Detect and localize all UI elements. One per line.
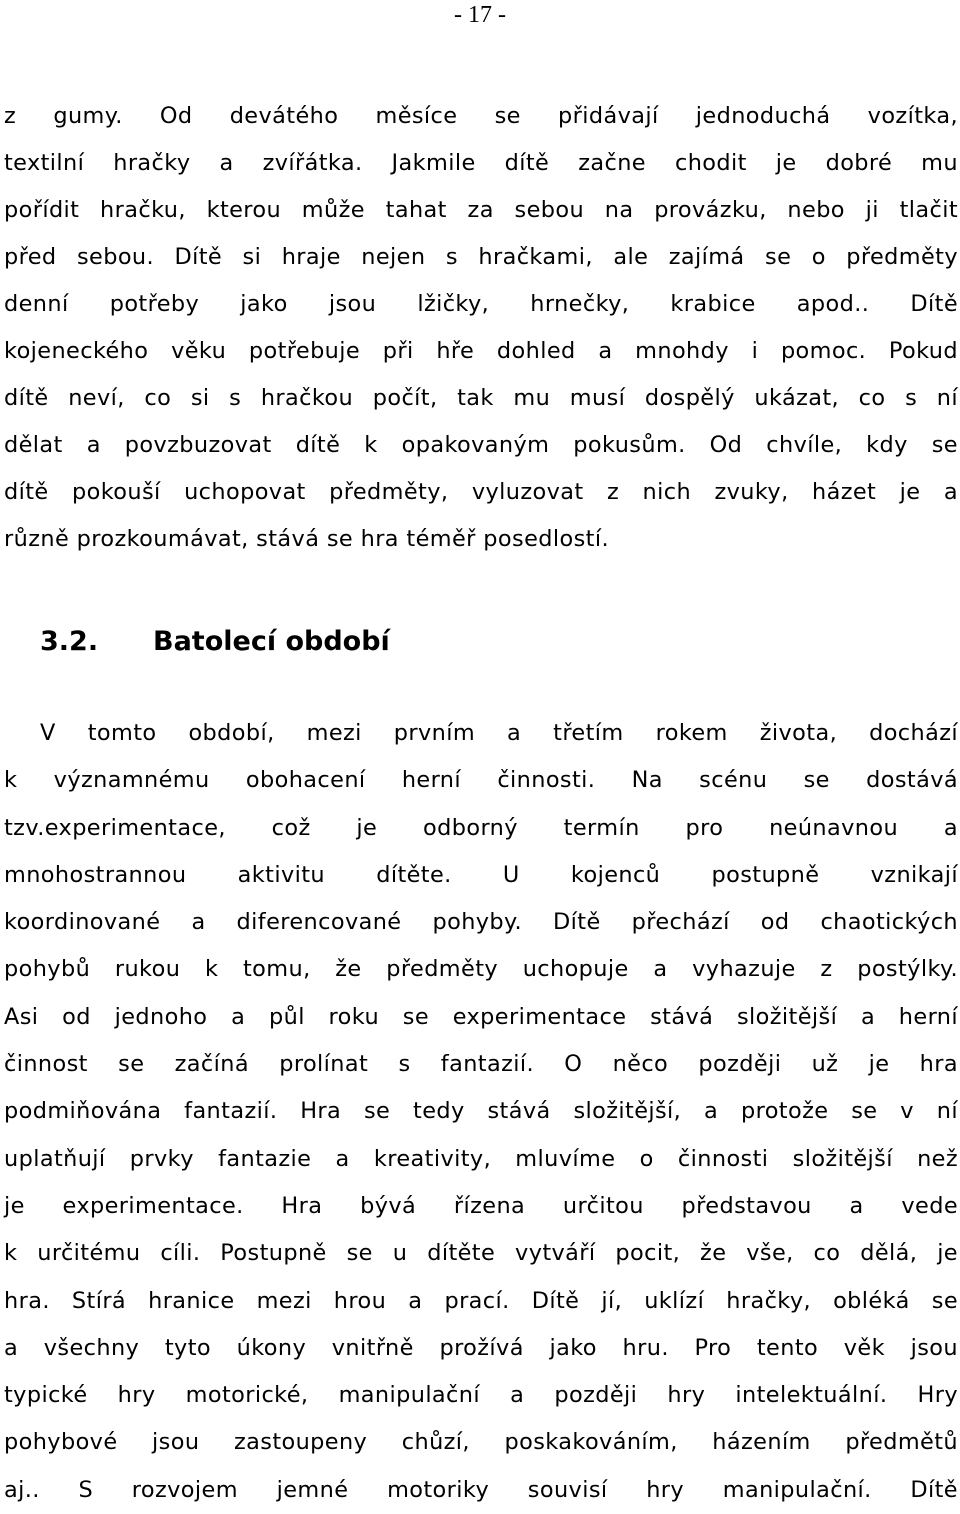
text-line: textilní hračky a zvířátka. Jakmile dítě začne chodit je dobré mu — [4, 150, 958, 176]
text-line: typické hry motorické, manipulační a později hry intelektuální. Hry — [4, 1382, 958, 1409]
text-line: různě prozkoumávat, stává se hra téměř posedlostí. — [4, 526, 609, 552]
text-line: z gumy. Od devátého měsíce se přidávají jednoduchá vozítka, — [4, 103, 958, 129]
text-line: je experimentace. Hra bývá řízena určitou představou a vede — [4, 1192, 958, 1219]
paragraph-intro — [4, 93, 958, 563]
text-line: a všechny tyto úkony vnitřně prožívá jako hru. Pro tento věk jsou — [4, 1334, 958, 1361]
paragraph-toddler — [4, 710, 958, 1514]
text-line: Asi od jednoho a půl roku se experimentace stává složitější a herní — [4, 1003, 958, 1030]
section-heading — [40, 620, 390, 664]
text-line: dítě pokouší uchopovat předměty, vyluzovat z nich zvuky, házet je a — [4, 479, 958, 505]
text-line: dítě neví, co si s hračkou počít, tak mu musí dospělý ukázat, co s ní — [4, 385, 958, 411]
text-line: pohybové jsou zastoupeny chůzí, poskakováním, házením předmětů — [4, 1429, 958, 1456]
text-line: k významnému obohacení herní činnosti. Na scénu se dostává — [4, 767, 958, 794]
text-line: denní potřeby jako jsou lžičky, hrnečky, krabice apod.. Dítě — [4, 291, 958, 317]
text-line: kojeneckého věku potřebuje při hře dohled a mnohdy i pomoc. Pokud — [4, 338, 958, 364]
text-line: činnost se začíná prolínat s fantazií. O něco později už je hra — [4, 1051, 958, 1078]
text-line: uplatňují prvky fantazie a kreativity, mluvíme o činnosti složitější než — [4, 1145, 958, 1172]
text-line: dělat a povzbuzovat dítě k opakovaným pokusům. Od chvíle, kdy se — [4, 432, 958, 458]
text-line: pořídit hračku, kterou může tahat za sebou na provázku, nebo ji tlačit — [4, 197, 958, 223]
text-line: před sebou. Dítě si hraje nejen s hračkami, ale zajímá se o předměty — [4, 244, 958, 270]
section-title: Batolecí období — [153, 626, 390, 657]
text-line: tzv.experimentace, což je odborný termín pro neúnavnou a — [4, 814, 958, 841]
text-line: k určitému cíli. Postupně se u dítěte vytváří pocit, že vše, co dělá, je — [4, 1240, 958, 1267]
text-line: podmiňována fantazií. Hra se tedy stává složitější, a protože se v ní — [4, 1098, 958, 1125]
text-line: V tomto období, mezi prvním a třetím rokem života, dochází — [40, 720, 958, 746]
section-number: 3.2. — [40, 626, 99, 657]
text-line: aj.. S rozvojem jemné motoriky souvisí hry manipulační. Dítě — [4, 1476, 958, 1503]
text-line: koordinované a diferencované pohyby. Dítě přechází od chaotických — [4, 909, 958, 936]
text-line: mnohostrannou aktivitu dítěte. U kojenců postupně vznikají — [4, 861, 958, 888]
page-number: - 17 - — [454, 2, 506, 28]
text-line: pohybů rukou k tomu, že předměty uchopuje a vyhazuje z postýlky. — [4, 956, 958, 983]
text-line: hra. Stírá hranice mezi hrou a prací. Dítě jí, uklízí hračky, obléká se — [4, 1287, 958, 1314]
